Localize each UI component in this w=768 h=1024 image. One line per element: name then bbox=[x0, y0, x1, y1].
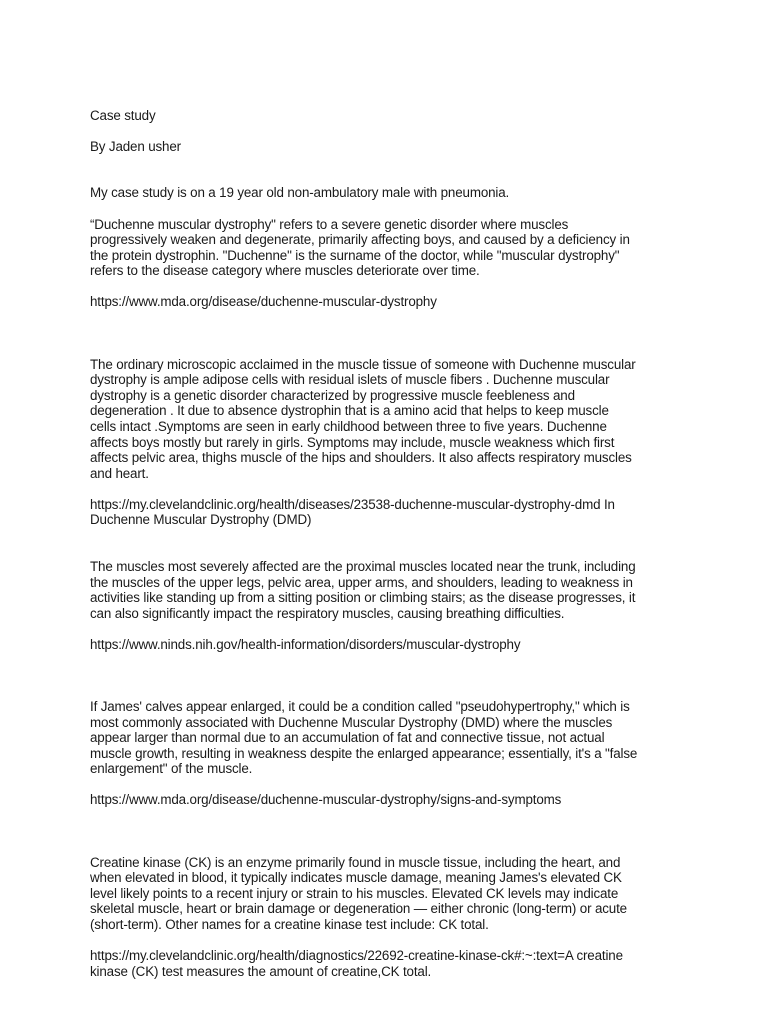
source-link-mda-symptoms: https://www.mda.org/disease/duchenne-muscular-dystrophy/signs-and-symptoms bbox=[90, 792, 562, 808]
source-link-ninds: https://www.ninds.nih.gov/health-information/disorders/muscular-dystrophy bbox=[90, 636, 521, 652]
intro-paragraph: My case study is on a 19 year old non-ambulatory male with pneumonia. bbox=[90, 185, 510, 201]
document-page bbox=[90, 92, 690, 979]
paragraph-proximal-muscles: The muscles most severely affected are the proximal muscles located near the trunk, including the muscles of the upper legs, pelvic area, upper arms, and shoulders, leading to weakness in activities like standing up from a sitting position or climbing stairs; as the disease progresses, it can also significantly impact the respiratory muscles, causing breathing difficulties. bbox=[90, 558, 636, 621]
source-link-mda: https://www.mda.org/disease/duchenne-muscular-dystrophy bbox=[90, 294, 437, 310]
document-header bbox=[90, 92, 690, 170]
paragraph-microscopic: The ordinary microscopic acclaimed in the muscle tissue of someone with Duchenne muscular dystrophy is ample adipose cells with residual islets of muscle fibers . Duchenne muscular dystrophy is a genetic disorder characterized by progressive muscle feebleness and degeneration . It due to absence dystrophin that is a amino acid that helps to keep muscle cells intact .Symptoms are seen in early childhood between three to five years. Duchenne affects boys mostly but rarely in girls. Symptoms may include, muscle weakness which first affects pelvic area, thighs muscle of the hips and shoulders. It also affects respiratory muscles and heart. bbox=[90, 356, 636, 481]
source-link-clevelandclinic-ck: https://my.clevelandclinic.org/health/diagnostics/22692-creatine-kinase-ck#:~:text=A creatine kinase (CK) test measures the amount of creatine,CK total. bbox=[90, 947, 623, 979]
paragraph-dmd-definition: “Duchenne muscular dystrophy" refers to a severe genetic disorder where muscles progressively weaken and degenerate, primarily affecting boys, and caused by a deficiency in the protein dystrophin. "Duchenne" is the surname of the doctor, while "muscular dystrophy" refers to the disease category where muscles deteriorate over time. bbox=[90, 216, 630, 279]
document-title: Case study bbox=[90, 107, 156, 123]
source-link-clevelandclinic-dmd: https://my.clevelandclinic.org/health/diseases/23538-duchenne-muscular-dystrophy-dmd In Duchenne Muscular Dystrophy (DMD) bbox=[90, 496, 615, 528]
paragraph-pseudohypertrophy: If James' calves appear enlarged, it could be a condition called "pseudohypertrophy," which is most commonly associated with Duchenne Muscular Dystrophy (DMD) where the muscles appear larger than normal due to an accumulation of fat and connective tissue, not actual muscle growth, resulting in weakness despite the enlarged appearance; essentially, it's a "false enlargement" of the muscle. bbox=[90, 698, 638, 777]
document-author: By Jaden usher bbox=[90, 138, 181, 154]
paragraph-creatine-kinase: Creatine kinase (CK) is an enzyme primarily found in muscle tissue, including the heart, and when elevated in blood, it typically indicates muscle damage, meaning James's elevated CK level likely points to a recent injury or strain to his muscles. Elevated CK levels may indicate skeletal muscle, heart or brain damage or degeneration — either chronic (long-term) or acute (short-term). Other names for a creatine kinase test include: CK total. bbox=[90, 854, 627, 932]
